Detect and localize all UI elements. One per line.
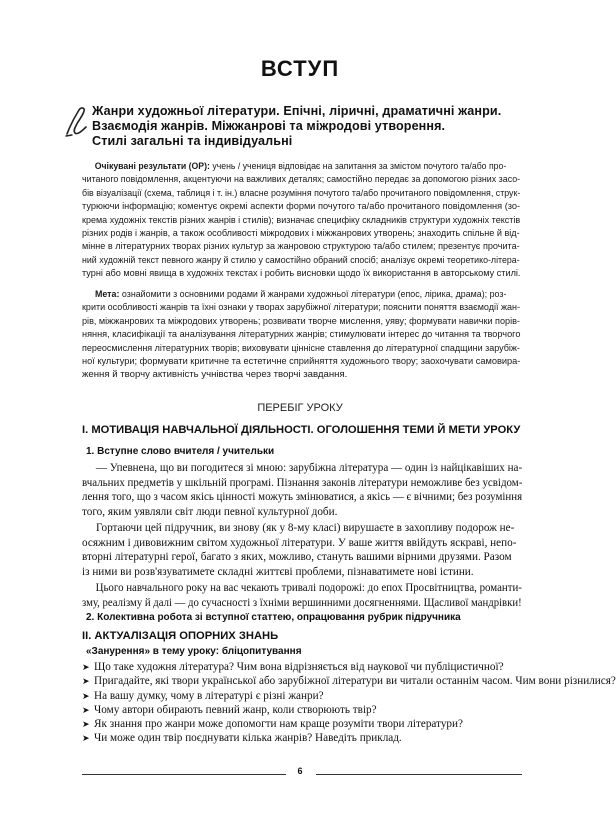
text-line: крема художніх текстів різних жанрів і стилів); визначає специфіку складників структури художніх текстів — [82, 214, 521, 226]
question-text: Чому автори обирають певний жанр, коли створюють твір? — [94, 703, 377, 716]
text-line: ження й творчу активність учнівства через творчі завдання. — [82, 369, 348, 381]
footer-divider-right — [316, 774, 522, 775]
chapter-title: ВСТУП — [260, 56, 340, 81]
lesson-title — [92, 104, 520, 149]
text-line: мінне в літературних творах різних культур за жанровою структурою та/або стилем; презентує прочита- — [82, 241, 520, 253]
text-line: ний художній текст певного жанру й стилю у самостійно обраний спосіб; аналізує окремі теоретико-літера- — [82, 254, 520, 266]
expected-results — [82, 160, 520, 281]
arrow-bullet-icon: ➤ — [82, 690, 90, 701]
list-item — [82, 717, 522, 731]
question-text: Чим вони різнилися? — [515, 675, 616, 688]
text-line: рів, міжжанрових та міжродових утворень; розвивати творче мислення, уяву; формувати навички порів- — [82, 315, 520, 327]
lesson-title-line: Жанри художньої літератури. Епічні, ліричні, драматичні жанри. — [92, 104, 502, 118]
list-item — [82, 703, 522, 717]
question-text: Як знання про жанри може допомогти нам краще розуміти твори літератури? — [94, 718, 463, 731]
arrow-bullet-icon: ➤ — [82, 719, 90, 730]
text-line: Цього навчального року на вас чекають тривалі подорожі: до епох Просвітництва, романти- — [95, 582, 522, 594]
arrow-bullet-icon: ➤ — [82, 676, 90, 687]
text-line: того, яким уявляли світ люди певної культурної доби. — [82, 505, 338, 518]
sub-heading-intro: 1. Вступне слово вчителя / учительки — [86, 446, 275, 457]
section-heading-motivation: I. МОТИВАЦІЯ НАВЧАЛЬНОЇ ДІЯЛЬНОСТІ. ОГОЛОШЕННЯ ТЕМИ Й МЕТИ УРОКУ — [82, 424, 521, 436]
text-line: вторні літературні герої, багато з яких, можливо, стануть вашими вірними друзями. Разом — [82, 551, 512, 563]
text-line: зму, реалізму й далі — до сучасності з їхніми вершинними досягненнями. Щасливої мандрівки! — [82, 596, 522, 609]
list-item — [82, 731, 522, 745]
arrow-bullet-icon: ➤ — [82, 704, 90, 715]
text-line: няння, класифікації та аналізування літературних жанрів; стимулювати інтерес до читання та творчого — [82, 329, 521, 341]
question-text: Пригадайте, які твори української або зарубіжної літератури ви читали останнім часом. — [94, 675, 513, 688]
list-item — [82, 689, 522, 703]
text-line: переосмислення літературних творів; виховувати ціннісне ставлення до літературної спадщини зарубіж- — [82, 342, 520, 354]
text-line: ної культури; формувати критичне та естетичне сприйняття художнього твору; заохочувати самовира- — [82, 356, 521, 368]
expected-results-label: Очікувані результати (ОР): — [94, 161, 210, 172]
text-line: учень / учениця відповідає на запитання за змістом почутого та/або про- — [209, 161, 507, 172]
text-line: осяжним і дивовижним світом художньої літератури. У ваше життя ввійдуть яскраві, непо- — [82, 536, 517, 549]
text-line: ознайомити з основними родами й жанрами художньої літератури (епос, лірика, драма); роз- — [119, 289, 507, 300]
text-line: вчальних предметів у шкільній програмі. Пізнання законів літератури неможливе без усвідом- — [82, 476, 523, 489]
intro-paragraph-1 — [82, 461, 522, 519]
sub-heading-blitz: «Занурення» в тему уроку: бліцопитування — [86, 646, 302, 657]
sub-heading-collective-work: 2. Колективна робота зі вступної статтею, опрацювання рубрик підручника — [86, 612, 461, 623]
intro-paragraph-2 — [82, 521, 522, 579]
arrow-bullet-icon: ➤ — [82, 733, 90, 744]
text-line: Гортаючи цей підручник, ви знову (як у 8-му класі) вирушаєте в захопливу подорож не- — [96, 522, 515, 534]
list-item — [82, 674, 616, 688]
text-line: різних родів і жанрів, а також особливості міжродових і міжжанрових утворень; знаходить спільне й від- — [82, 228, 520, 240]
text-line: турні або мовні явища в художніх текстах і робить висновки щодо їх використання в авторському стилі. — [82, 268, 521, 280]
arrow-bullet-icon: ➤ — [82, 662, 90, 672]
question-text: Що таке художня література? Чим вона відрізняється від наукової чи публіцистичної? — [94, 661, 504, 673]
lesson-title-line: Стилі загальні та індивідуальні — [92, 134, 293, 148]
pen-icon — [64, 104, 92, 138]
lesson-title-line: Взаємодія жанрів. Міжжанрові та міжродові утворення. — [92, 119, 446, 133]
list-item — [82, 660, 522, 674]
text-line: крити особливості жанрів та їхні ознаки у творах зарубіжної літератури; пояснити поняття взаємодії жан- — [82, 302, 520, 314]
goal-label: Мета: — [94, 289, 120, 300]
course-heading: ПЕРЕБІГ УРОКУ — [257, 402, 343, 414]
question-list — [82, 660, 616, 746]
text-line: — Упевнена, що ви погодитеся зі мною: зарубіжна література — один із найцікавіших на- — [95, 462, 523, 474]
text-line: лення того, що з часом якісь цінності можуть змінюватися, а якісь — є вічними; без розуміння — [82, 491, 523, 503]
text-line: із ними ви розв'язуватимете складні життєві проблеми, пізнаватимете нові істини. — [82, 565, 474, 578]
question-text: На вашу думку, чому в літературі є різні жанри? — [94, 689, 324, 702]
text-line: турюючи інформацію; коментує окремі аспекти форми почутого та/або прочитаного повідомлення (зо- — [82, 201, 521, 213]
intro-paragraph-3 — [82, 581, 522, 610]
text-line: бів візуалізації (схема, таблиця і т. ін.) власне розуміння почутого та/або прочитаного повідомлення, струк- — [82, 187, 521, 199]
section-heading-actualization: II. АКТУАЛІЗАЦІЯ ОПОРНИХ ЗНАНЬ — [82, 630, 279, 642]
lesson-goal — [82, 288, 520, 382]
page-number: 6 — [297, 766, 303, 776]
text-line: читаного повідомлення, акцентуючи на важливих деталях; самостійно передає за допомогою різних засо- — [82, 174, 521, 186]
question-text: Чи може один твір поєднувати кілька жанрів? Наведіть приклад. — [94, 732, 402, 745]
